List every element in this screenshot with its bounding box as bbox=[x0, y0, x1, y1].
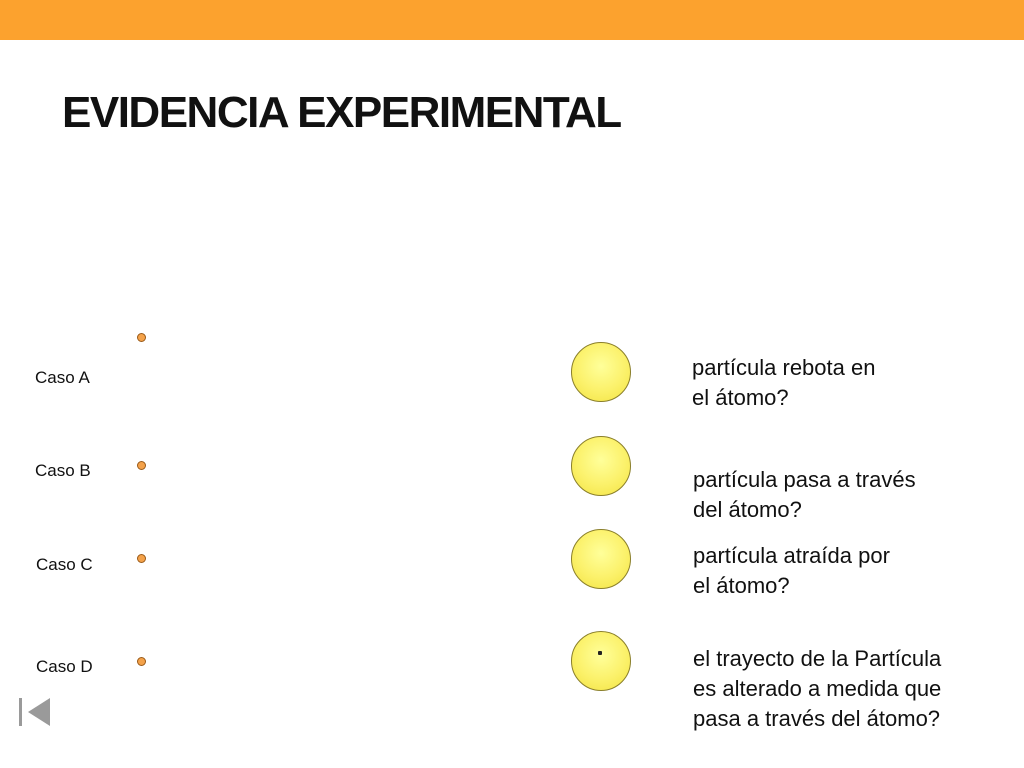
question-c bbox=[693, 541, 1003, 601]
question-b bbox=[693, 465, 1003, 525]
case-label-d: Caso D bbox=[36, 657, 93, 676]
atom-c bbox=[571, 529, 631, 589]
question-c-line-1: partícula atraída por bbox=[693, 543, 890, 568]
question-b-line-1: partícula pasa a través bbox=[693, 467, 916, 492]
atom-d bbox=[571, 631, 631, 691]
question-b-line-2: del átomo? bbox=[693, 497, 802, 522]
case-label-c: Caso C bbox=[36, 555, 93, 574]
question-d bbox=[693, 644, 1003, 734]
case-label-b: Caso B bbox=[35, 461, 91, 480]
case-label-a: Caso A bbox=[35, 368, 90, 387]
particle-b bbox=[137, 461, 146, 470]
particle-c bbox=[137, 554, 146, 563]
question-a bbox=[692, 353, 1002, 413]
question-a-line-2: el átomo? bbox=[692, 385, 789, 410]
question-c-line-2: el átomo? bbox=[693, 573, 790, 598]
question-a-line-1: partícula rebota en bbox=[692, 355, 876, 380]
atom-b bbox=[571, 436, 631, 496]
particle-a bbox=[137, 333, 146, 342]
atom-a bbox=[571, 342, 631, 402]
question-d-line-3: pasa a través del átomo? bbox=[693, 706, 941, 731]
question-d-line-1: el trayecto de la Partícula bbox=[693, 646, 942, 671]
top-accent-bar bbox=[0, 0, 1024, 40]
nucleus-dot bbox=[598, 651, 602, 655]
slide-title: EVIDENCIA EXPERIMENTAL bbox=[62, 88, 621, 137]
question-d-line-2: es alterado a medida que bbox=[693, 676, 942, 701]
skip-back-icon[interactable] bbox=[16, 693, 56, 731]
particle-d bbox=[137, 657, 146, 666]
